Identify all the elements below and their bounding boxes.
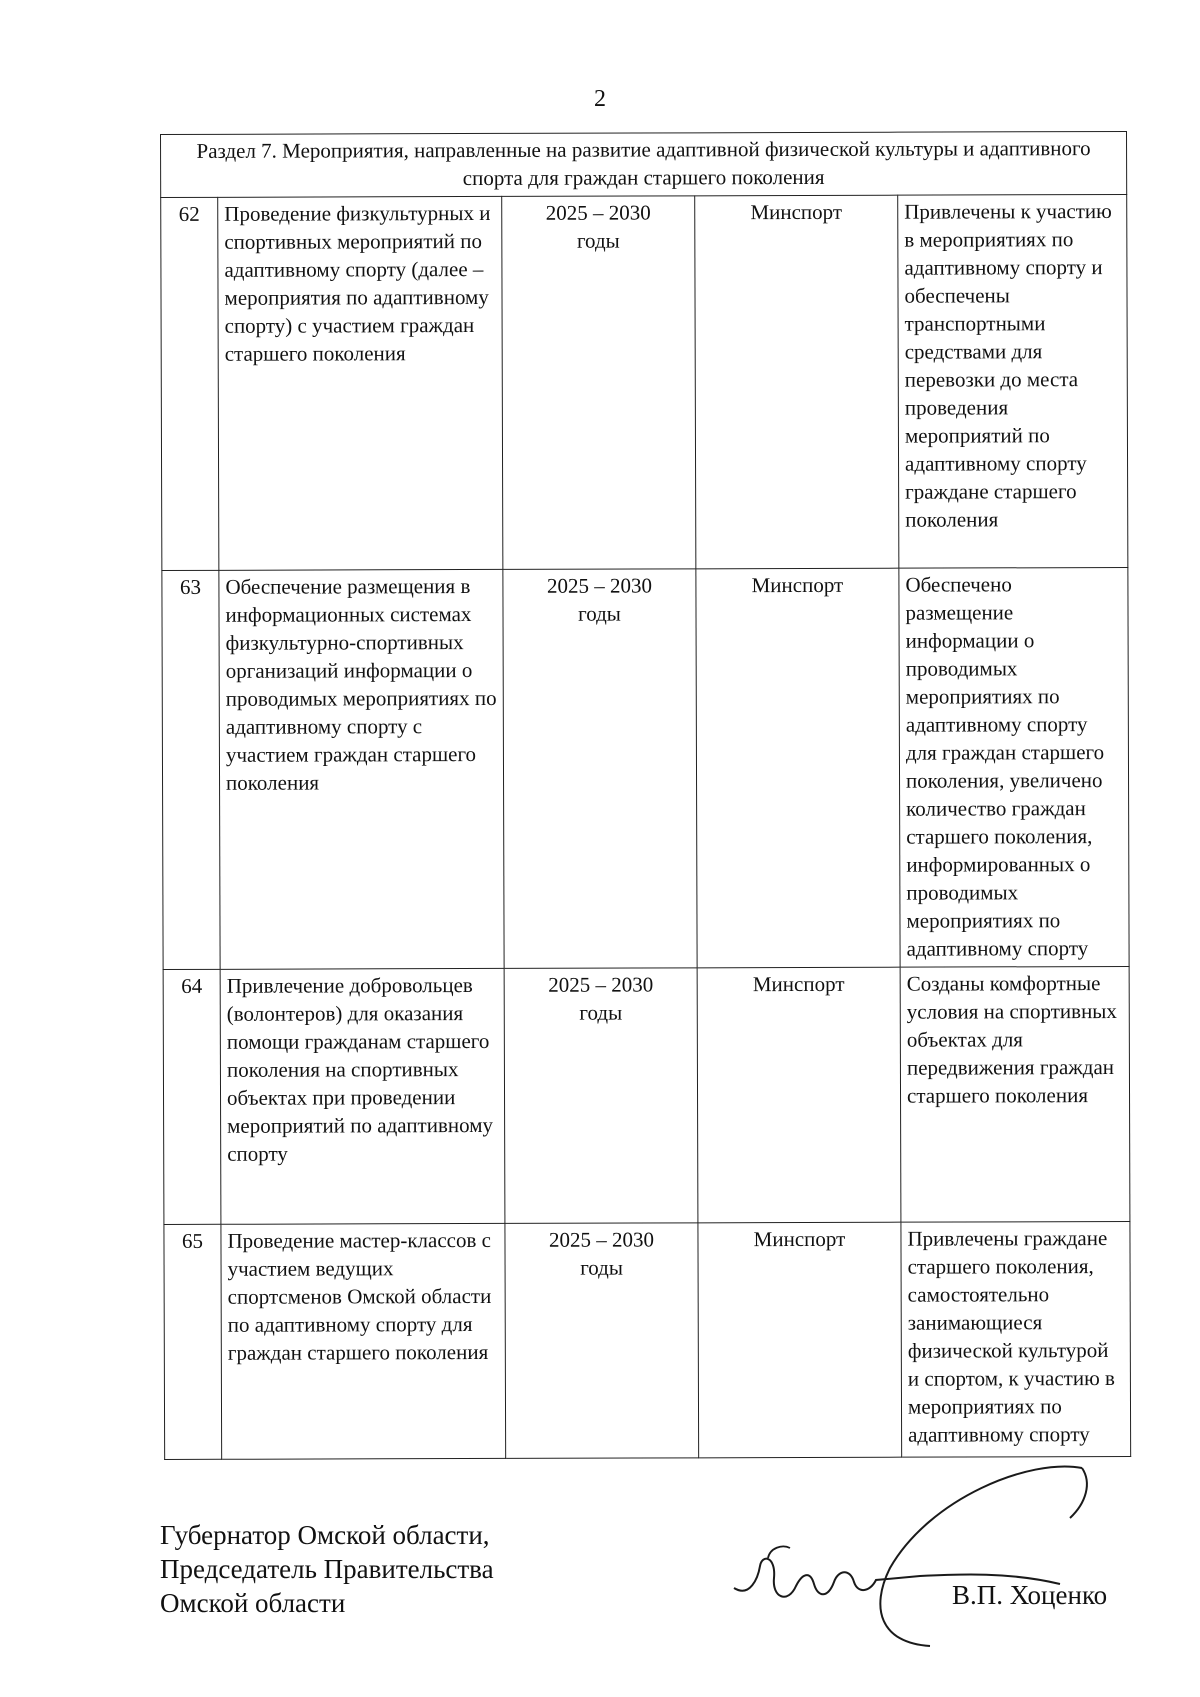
executor: Минспорт (698, 1222, 902, 1458)
term-cell (504, 968, 698, 1224)
section-title: Раздел 7. Мероприятия, направленные на развитие адаптивной физической культуры и адаптивного спорта для граждан старшего поколения (161, 131, 1127, 197)
expected-result: Обеспечено размещение информации о проводимых мероприятиях по адаптивному спорту для граждан старшего поколения, увеличено количество граждан старшего поколения, информированных о проводимых мероприятиях по адаптивному спорту (899, 567, 1129, 967)
table-row (164, 1221, 1131, 1459)
signature-stroke (880, 1466, 1082, 1646)
row-number: 65 (164, 1224, 222, 1459)
term-cell (505, 1223, 699, 1459)
signature-stroke (768, 1546, 790, 1558)
term-unit: годы (579, 1000, 623, 1025)
measures-table (160, 131, 1131, 1460)
term-cell (503, 569, 697, 969)
position-line: Председатель Правительства (160, 1554, 494, 1584)
table-row (163, 966, 1130, 1224)
term-unit: годы (578, 601, 621, 626)
term-years: 2025 – 2030 (546, 573, 652, 598)
measure-name: Обеспечение размещения в информационных системах физкультурно-спортивных организаций информации о проводимых мероприятиях по адаптивному спорту с участием граждан старшего поколения (219, 569, 504, 969)
signature-stroke (1070, 1468, 1087, 1518)
term-cell (502, 196, 696, 570)
executor: Минспорт (697, 967, 901, 1223)
term-unit: годы (576, 228, 620, 253)
executor: Минспорт (696, 568, 900, 968)
executor: Минспорт (695, 195, 899, 569)
term-years: 2025 – 2030 (548, 972, 654, 997)
row-number: 62 (161, 197, 219, 570)
table-row (161, 194, 1128, 570)
measure-name: Привлечение добровольцев (волонтеров) для оказания помощи гражданам старшего поколения на спортивных объектах при проведении мероприятий по адаптивному спорту (220, 968, 505, 1224)
page-number: 2 (594, 86, 606, 112)
measure-name: Проведение физкультурных и спортивных мероприятий по адаптивному спорту (далее – мероприятия по адаптивному спорту) с участием граждан старшего поколения (218, 196, 503, 570)
expected-result: Привлечены граждане старшего поколения, самостоятельно занимающиеся физической культурой и спортом, к участию в мероприятиях по адаптивному спорту (901, 1221, 1131, 1457)
row-number: 64 (163, 969, 221, 1224)
position-line: Губернатор Омской области, (160, 1520, 490, 1550)
signer-name: В.П. Хоценко (952, 1580, 1108, 1610)
section-header-row (161, 131, 1127, 197)
row-number: 63 (162, 570, 220, 969)
measure-name: Проведение мастер-классов с участием ведущих спортсменов Омской области по адаптивному спорту для граждан старшего поколения (221, 1223, 506, 1459)
expected-result: Созданы комфортные условия на спортивных объектах для передвижения граждан старшего поколения (900, 966, 1130, 1222)
position-line: Омской области (160, 1588, 346, 1618)
expected-result: Привлечены к участию в мероприятиях по адаптивному спорту и обеспечены транспортными средствами для перевозки до места проведения мероприятий по адаптивному спорту граждане старшего поколения (898, 194, 1128, 568)
signatory-position (160, 1518, 494, 1620)
term-unit: годы (580, 1255, 623, 1280)
term-years: 2025 – 2030 (548, 1227, 655, 1252)
handwritten-signature (730, 1458, 1110, 1658)
table-row (162, 567, 1129, 969)
term-years: 2025 – 2030 (545, 200, 651, 225)
